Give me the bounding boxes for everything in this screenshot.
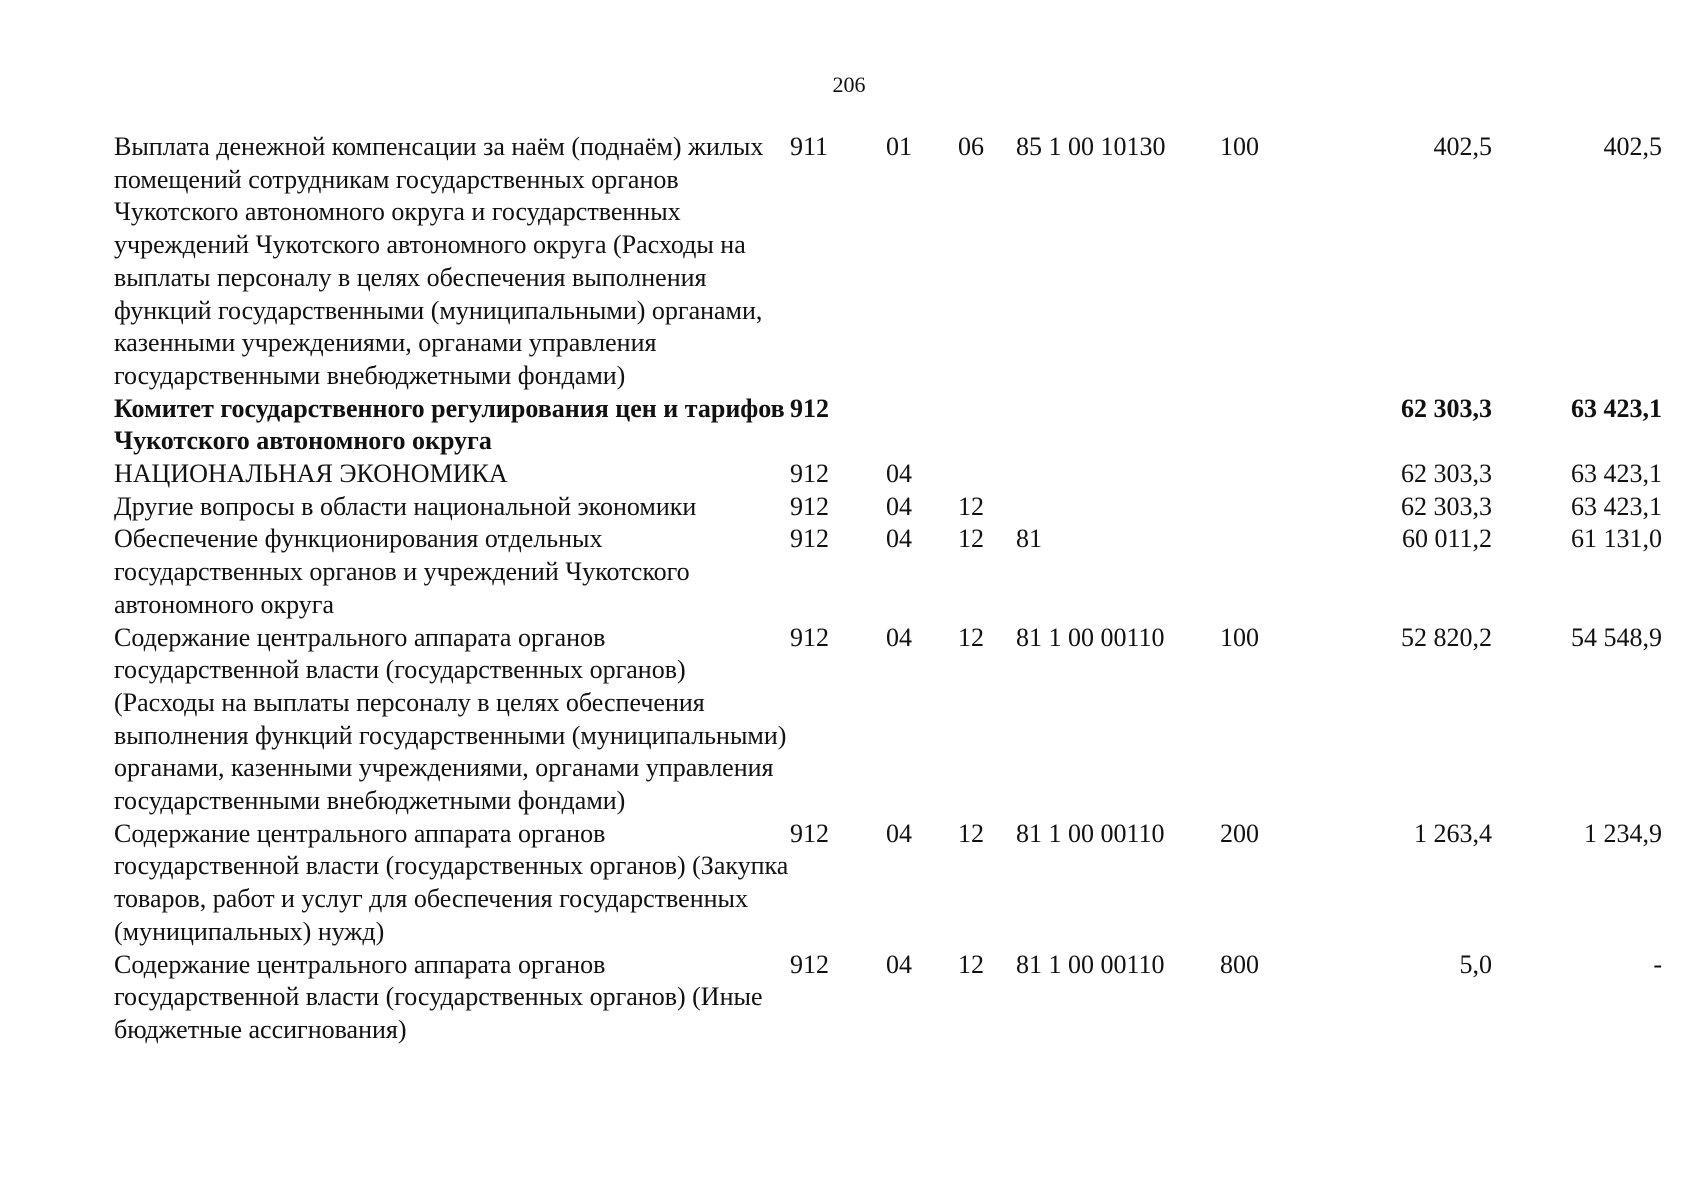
expense-type-code — [1220, 523, 1320, 621]
row-description: НАЦИОНАЛЬНАЯ ЭКОНОМИКА — [114, 459, 508, 489]
amount-year2: 63 423,1 — [1571, 459, 1662, 489]
subsection-code: 12 — [958, 524, 984, 554]
table-row — [114, 491, 1662, 524]
budget-table — [114, 131, 1662, 1047]
ved-code: 912 — [790, 459, 829, 489]
expense-type-code: 800 — [1220, 949, 1259, 979]
ved-code: 912 — [790, 622, 829, 652]
ved-code: 912 — [790, 524, 829, 554]
subsection-code — [958, 393, 1016, 458]
subsection-code — [958, 458, 1016, 491]
section-code — [886, 393, 958, 458]
amount-year2: 54 548,9 — [1571, 622, 1662, 652]
target-article-code: 81 1 00 00110 — [1016, 622, 1165, 652]
row-description: Содержание центрального аппарата органов государственной власти (государственных органов) (Расходы на выплаты персоналу в целях обеспечения выполнения функций государственными (муниципальными) органами, казенными учреждениями, органами управления государственными внебюджетными фондами) — [114, 622, 787, 816]
ved-code: 912 — [790, 818, 829, 848]
table-row — [114, 949, 1662, 1047]
amount-year1: 52 820,2 — [1401, 622, 1492, 652]
row-description: Другие вопросы в области национальной экономики — [114, 491, 697, 521]
table-row — [114, 131, 1662, 393]
ved-code: 912 — [790, 949, 829, 979]
amount-year1: 62 303,3 — [1401, 393, 1492, 423]
amount-year1: 1 263,4 — [1414, 818, 1492, 848]
target-article-code — [1016, 393, 1220, 458]
target-article-code: 81 1 00 00110 — [1016, 818, 1165, 848]
table-row — [114, 622, 1662, 818]
amount-year1: 402,5 — [1433, 132, 1492, 161]
subsection-code: 06 — [958, 132, 984, 161]
expense-type-code — [1220, 393, 1320, 458]
amount-year2: 61 131,0 — [1571, 524, 1662, 554]
table-row — [114, 818, 1662, 949]
row-description: Обеспечение функционирования отдельных государственных органов и учреждений Чукотского автономного округа — [114, 524, 690, 619]
amount-year2: 1 234,9 — [1584, 818, 1662, 848]
expense-type-code — [1220, 458, 1320, 491]
amount-year2: 402,5 — [1603, 132, 1662, 161]
section-code: 04 — [886, 524, 912, 554]
expense-type-code: 100 — [1220, 132, 1259, 161]
subsection-code: 12 — [958, 949, 984, 979]
amount-year2: - — [1653, 949, 1662, 979]
table-row — [114, 458, 1662, 491]
subsection-code: 12 — [958, 622, 984, 652]
expense-type-code — [1220, 491, 1320, 524]
row-description: Выплата денежной компенсации за наём (поднаём) жилых помещений сотрудникам государственных органов Чукотского автономного округа и государственных учреждений Чукотского автономного округа (Расходы на выплаты персоналу в целях обеспечения выполнения функций государственными (муниципальными) органами, казенными учреждениями, органами управления государственными внебюджетными фондами) — [114, 132, 764, 390]
row-description: Содержание центрального аппарата органов государственной власти (государственных органов) (Закупка товаров, работ и услуг для обеспечения государственных (муниципальных) нужд) — [114, 818, 789, 946]
expense-type-code: 100 — [1220, 622, 1259, 652]
target-article-code: 85 1 00 10130 — [1016, 132, 1166, 161]
amount-year1: 60 011,2 — [1401, 524, 1492, 554]
amount-year1: 62 303,3 — [1401, 491, 1492, 521]
expense-type-code: 200 — [1220, 818, 1259, 848]
section-code: 04 — [886, 949, 912, 979]
amount-year2: 63 423,1 — [1571, 491, 1662, 521]
subsection-code: 12 — [958, 491, 984, 521]
budget-table-body — [114, 131, 1662, 1047]
target-article-code: 81 1 00 00110 — [1016, 949, 1165, 979]
subsection-code: 12 — [958, 818, 984, 848]
amount-year2: 63 423,1 — [1571, 393, 1662, 423]
amount-year1: 62 303,3 — [1401, 459, 1492, 489]
table-row-department — [114, 393, 1662, 458]
ved-code: 912 — [790, 393, 829, 423]
page-number: 206 — [832, 72, 866, 97]
ved-code: 911 — [790, 132, 829, 161]
row-description: Комитет государственного регулирования цен и тарифов Чукотского автономного округа — [114, 393, 785, 456]
row-description: Содержание центрального аппарата органов государственной власти (государственных органов) (Иные бюджетные ассигнования) — [114, 949, 763, 1044]
target-article-code — [1016, 458, 1220, 491]
section-code: 01 — [886, 132, 912, 161]
target-article-code: 81 — [1016, 524, 1042, 554]
section-code: 04 — [886, 622, 912, 652]
section-code: 04 — [886, 818, 912, 848]
ved-code: 912 — [790, 491, 829, 521]
section-code: 04 — [886, 491, 912, 521]
table-row — [114, 523, 1662, 621]
amount-year1: 5,0 — [1459, 949, 1492, 979]
target-article-code — [1016, 491, 1220, 524]
section-code: 04 — [886, 459, 912, 489]
